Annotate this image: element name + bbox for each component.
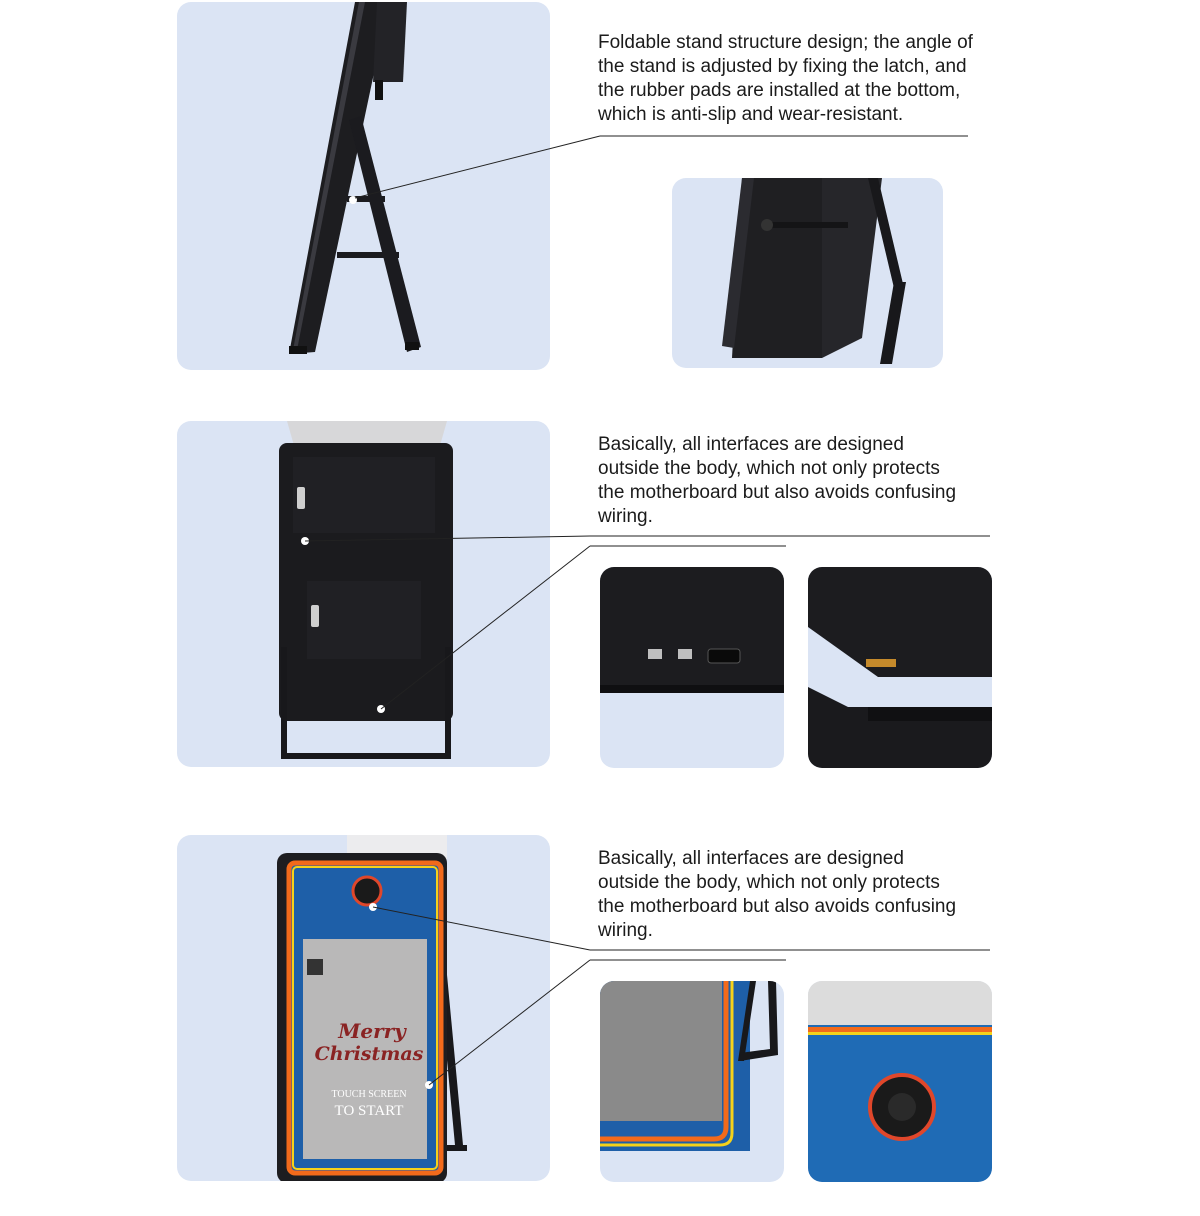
back-view-illustration	[177, 421, 550, 767]
usb-ports-closeup-photo	[600, 567, 784, 768]
screen-text-christmas: Christmas	[314, 1043, 424, 1065]
screen-text-to-start: TO START	[334, 1103, 404, 1119]
camera-closeup-photo	[808, 981, 992, 1182]
section-2-description: Basically, all interfaces are designed outside the body, which not only protects the motherboard but also avoids confusing wiring.	[598, 434, 957, 527]
screen-text-merry: Merry	[338, 1019, 406, 1043]
section-3-description: Basically, all interfaces are designed outside the body, which not only protects the motherboard but also avoids confusing wiring.	[598, 848, 957, 941]
back-view-panel	[177, 421, 550, 767]
stand-side-view-illustration	[177, 2, 550, 370]
stand-latch-closeup-photo	[672, 178, 943, 368]
front-view-illustration	[177, 835, 550, 1181]
stand-latch-closeup-illustration	[672, 178, 943, 368]
side-port-closeup-photo	[808, 567, 992, 768]
screen-text-touch-screen: TOUCH SCREEN	[331, 1089, 407, 1100]
stand-side-view-panel	[177, 2, 550, 370]
section-1-description: Foldable stand structure design; the angle of the stand is adjusted by fixing the latch, and the rubber pads are installed at the bottom, which is anti-slip and wear-resistant.	[598, 32, 973, 125]
led-edge-closeup-illustration	[600, 981, 784, 1182]
side-port-closeup-illustration	[808, 567, 992, 768]
usb-ports-closeup-illustration	[600, 567, 784, 768]
camera-closeup-illustration	[808, 981, 992, 1182]
front-view-panel	[177, 835, 550, 1181]
led-edge-closeup-photo	[600, 981, 784, 1182]
